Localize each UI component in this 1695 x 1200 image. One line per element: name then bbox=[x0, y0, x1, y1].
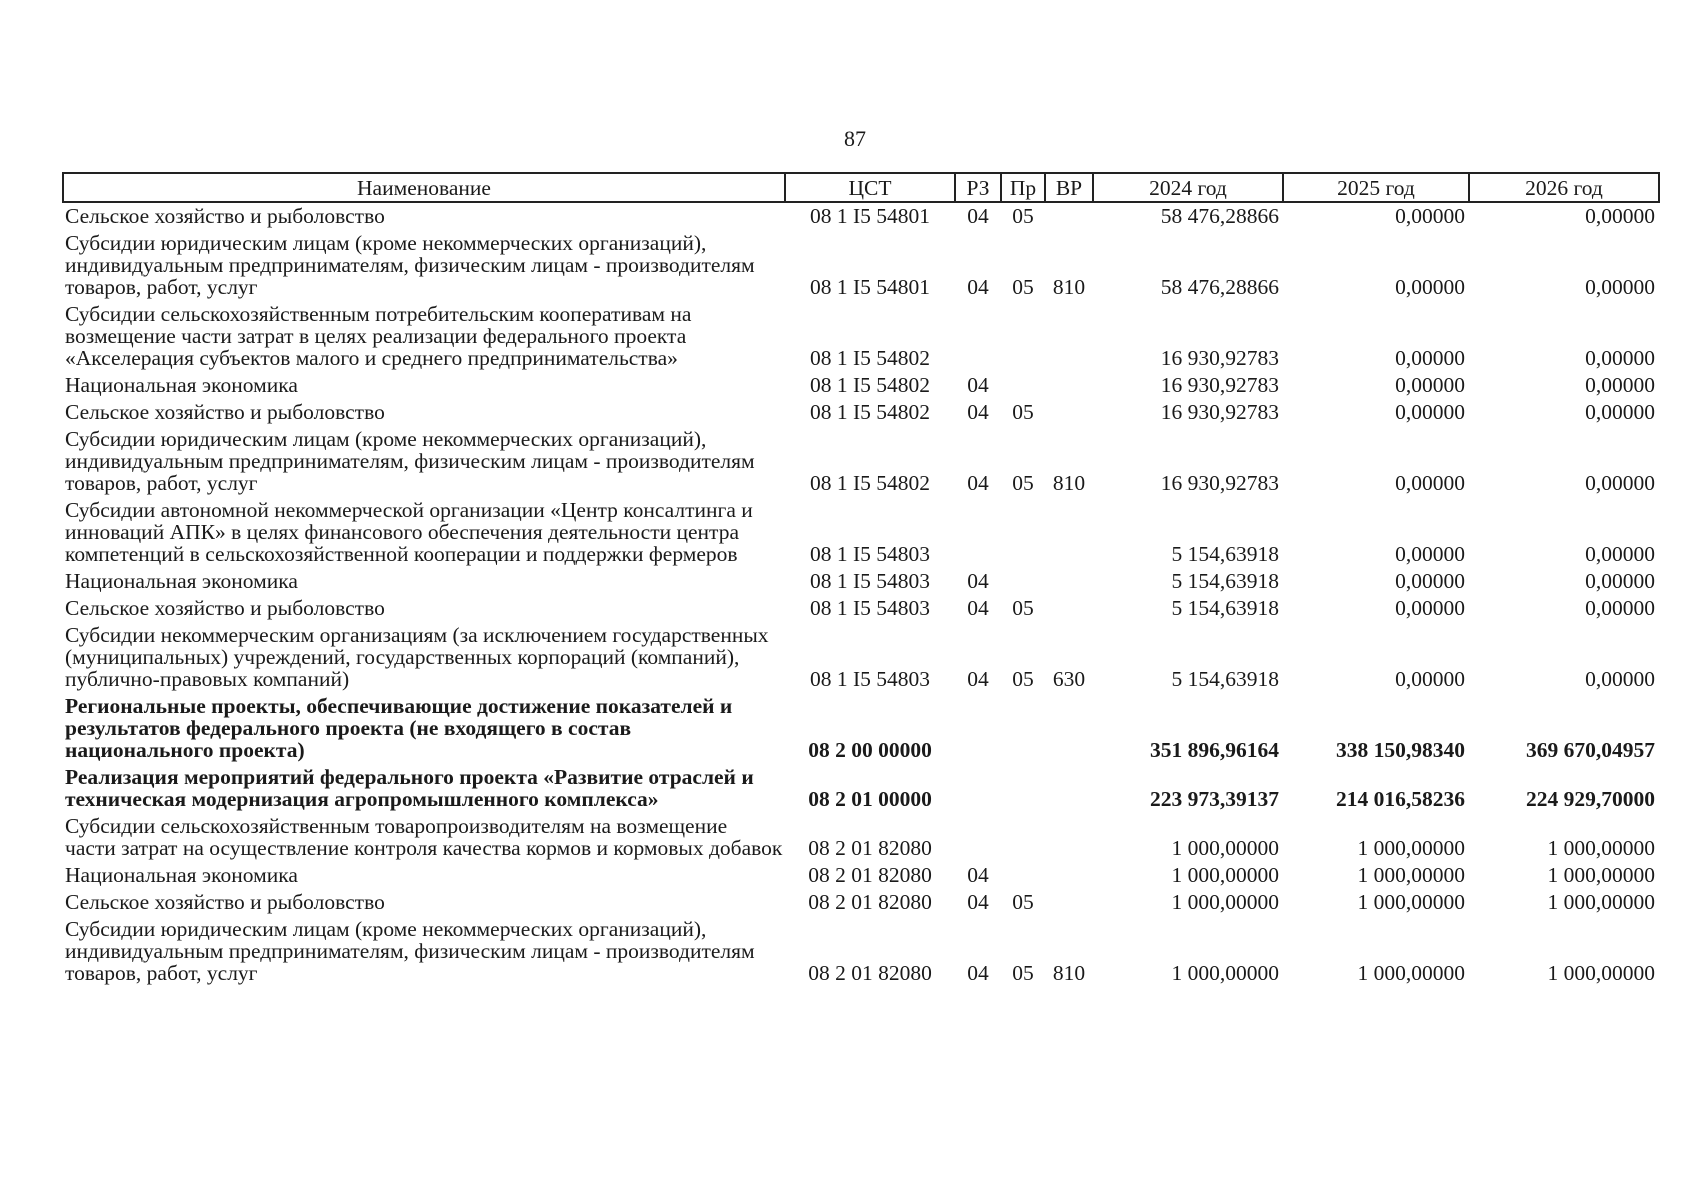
row-vr: 810 bbox=[1052, 275, 1086, 299]
row-vr bbox=[1045, 695, 1093, 766]
row-name: Субсидии юридическим лицам (кроме некоммерческих организаций), индивидуальным предпринимателям, физическим лицам - производителям товаров, работ, услуг bbox=[65, 917, 755, 985]
row-2024: 1 000,00000 bbox=[1171, 836, 1279, 860]
row-name: Субсидии автономной некоммерческой организации «Центр консалтинга и инноваций АПК» в целях финансового обеспечения деятельности центра компетенций в сельскохозяйственной кооперации и поддержки фермеров bbox=[65, 498, 753, 566]
row-2026: 1 000,00000 bbox=[1547, 961, 1655, 985]
row-2025: 1 000,00000 bbox=[1357, 836, 1465, 860]
row-name: Субсидии сельскохозяйственным потребительским кооперативам на возмещение части затрат в целях реализации федерального проекта «Акселерация субъектов малого и среднего предпринимательства» bbox=[65, 302, 692, 370]
row-2024: 5 154,63918 bbox=[1171, 596, 1279, 620]
row-rz: 04 bbox=[967, 863, 989, 887]
row-pr: 05 bbox=[1012, 667, 1034, 691]
table-row bbox=[63, 597, 1659, 624]
table-row bbox=[63, 695, 1659, 766]
row-vr bbox=[1045, 401, 1093, 428]
row-2026: 369 670,04957 bbox=[1526, 738, 1655, 762]
row-pr bbox=[1001, 864, 1045, 891]
row-2024: 16 930,92783 bbox=[1160, 400, 1279, 424]
row-cst: 08 1 I5 54802 bbox=[809, 400, 931, 424]
row-2025: 0,00000 bbox=[1395, 471, 1465, 495]
table-row bbox=[63, 232, 1659, 303]
row-2025: 1 000,00000 bbox=[1357, 863, 1465, 887]
header-2024: 2024 год bbox=[1093, 173, 1283, 202]
row-pr: 05 bbox=[1012, 204, 1034, 228]
row-2024: 1 000,00000 bbox=[1171, 890, 1279, 914]
row-vr bbox=[1045, 303, 1093, 374]
row-pr: 05 bbox=[1012, 961, 1034, 985]
row-vr: 630 bbox=[1052, 667, 1086, 691]
row-vr bbox=[1045, 374, 1093, 401]
row-rz bbox=[955, 303, 1001, 374]
row-2025: 0,00000 bbox=[1395, 346, 1465, 370]
row-2026: 0,00000 bbox=[1585, 346, 1655, 370]
row-vr bbox=[1045, 891, 1093, 918]
row-2026: 0,00000 bbox=[1585, 471, 1655, 495]
row-2026: 224 929,70000 bbox=[1526, 787, 1655, 811]
row-name: Региональные проекты, обеспечивающие достижение показателей и результатов федерального проекта (не входящего в состав национального проекта) bbox=[65, 694, 733, 762]
row-2024: 58 476,28866 bbox=[1160, 275, 1279, 299]
row-2025: 0,00000 bbox=[1395, 596, 1465, 620]
header-pr: Пр bbox=[1001, 173, 1045, 202]
row-rz: 04 bbox=[967, 569, 989, 593]
row-cst: 08 2 00 00000 bbox=[808, 738, 932, 762]
row-rz: 04 bbox=[967, 275, 989, 299]
row-2024: 5 154,63918 bbox=[1171, 542, 1279, 566]
row-pr: 05 bbox=[1012, 890, 1034, 914]
row-rz: 04 bbox=[967, 471, 989, 495]
row-cst: 08 2 01 82080 bbox=[808, 863, 932, 887]
page-number: 87 bbox=[844, 126, 866, 151]
row-cst: 08 1 I5 54803 bbox=[809, 667, 931, 691]
row-2025: 0,00000 bbox=[1395, 542, 1465, 566]
row-name: Субсидии некоммерческим организациям (за исключением государственных (муниципальных) учреждений, государственных корпораций (компаний), публично-правовых компаний) bbox=[65, 623, 769, 691]
row-rz: 04 bbox=[967, 373, 989, 397]
row-2026: 0,00000 bbox=[1585, 204, 1655, 228]
row-name: Сельское хозяйство и рыболовство bbox=[65, 596, 385, 620]
row-vr bbox=[1045, 864, 1093, 891]
row-rz: 04 bbox=[967, 667, 989, 691]
row-2026: 1 000,00000 bbox=[1547, 836, 1655, 860]
row-pr: 05 bbox=[1012, 275, 1034, 299]
row-2026: 1 000,00000 bbox=[1547, 863, 1655, 887]
row-name: Национальная экономика bbox=[65, 569, 298, 593]
row-rz bbox=[955, 766, 1001, 815]
row-2025: 0,00000 bbox=[1395, 373, 1465, 397]
row-2026: 0,00000 bbox=[1585, 275, 1655, 299]
row-2026: 0,00000 bbox=[1585, 596, 1655, 620]
row-name: Национальная экономика bbox=[65, 863, 298, 887]
row-2024: 16 930,92783 bbox=[1160, 373, 1279, 397]
row-2026: 0,00000 bbox=[1585, 373, 1655, 397]
row-cst: 08 1 I5 54803 bbox=[809, 542, 931, 566]
table-row bbox=[63, 815, 1659, 864]
row-2024: 5 154,63918 bbox=[1171, 569, 1279, 593]
row-rz bbox=[955, 815, 1001, 864]
table-row bbox=[63, 374, 1659, 401]
row-cst: 08 1 I5 54803 bbox=[809, 569, 931, 593]
row-pr: 05 bbox=[1012, 471, 1034, 495]
row-pr bbox=[1001, 766, 1045, 815]
row-2026: 0,00000 bbox=[1585, 569, 1655, 593]
row-name: Сельское хозяйство и рыболовство bbox=[65, 204, 385, 228]
row-vr bbox=[1045, 815, 1093, 864]
row-cst: 08 2 01 82080 bbox=[808, 961, 932, 985]
row-rz: 04 bbox=[967, 204, 989, 228]
row-2024: 1 000,00000 bbox=[1171, 863, 1279, 887]
row-cst: 08 1 I5 54801 bbox=[809, 275, 931, 299]
row-vr: 810 bbox=[1052, 961, 1086, 985]
row-vr: 810 bbox=[1052, 471, 1086, 495]
table-row bbox=[63, 864, 1659, 891]
row-2026: 0,00000 bbox=[1585, 542, 1655, 566]
row-2025: 0,00000 bbox=[1395, 667, 1465, 691]
header-vr: ВР bbox=[1045, 173, 1093, 202]
row-cst: 08 2 01 82080 bbox=[808, 836, 932, 860]
row-vr bbox=[1045, 597, 1093, 624]
row-rz bbox=[955, 499, 1001, 570]
table-row bbox=[63, 624, 1659, 695]
table-row bbox=[63, 303, 1659, 374]
row-2025: 0,00000 bbox=[1395, 275, 1465, 299]
table-row bbox=[63, 428, 1659, 499]
row-2026: 0,00000 bbox=[1585, 400, 1655, 424]
row-vr bbox=[1045, 202, 1093, 232]
header-2025: 2025 год bbox=[1283, 173, 1469, 202]
row-pr bbox=[1001, 374, 1045, 401]
row-pr bbox=[1001, 570, 1045, 597]
table-header-row bbox=[63, 173, 1659, 202]
row-2025: 338 150,98340 bbox=[1336, 738, 1465, 762]
row-2024: 5 154,63918 bbox=[1171, 667, 1279, 691]
header-name: Наименование bbox=[63, 173, 785, 202]
row-cst: 08 1 I5 54801 bbox=[809, 204, 931, 228]
row-cst: 08 2 01 00000 bbox=[808, 787, 932, 811]
row-2025: 1 000,00000 bbox=[1357, 961, 1465, 985]
row-2024: 16 930,92783 bbox=[1160, 346, 1279, 370]
table-row bbox=[63, 401, 1659, 428]
row-2026: 0,00000 bbox=[1585, 667, 1655, 691]
table-row bbox=[63, 766, 1659, 815]
row-rz: 04 bbox=[967, 961, 989, 985]
row-vr bbox=[1045, 499, 1093, 570]
row-vr bbox=[1045, 570, 1093, 597]
row-vr bbox=[1045, 766, 1093, 815]
row-rz: 04 bbox=[967, 596, 989, 620]
table-row bbox=[63, 570, 1659, 597]
row-2025: 1 000,00000 bbox=[1357, 890, 1465, 914]
row-rz: 04 bbox=[967, 890, 989, 914]
row-2025: 214 016,58236 bbox=[1336, 787, 1465, 811]
row-2024: 58 476,28866 bbox=[1160, 204, 1279, 228]
table-row bbox=[63, 499, 1659, 570]
header-2026: 2026 год bbox=[1469, 173, 1659, 202]
row-2024: 351 896,96164 bbox=[1150, 738, 1279, 762]
row-2024: 223 973,39137 bbox=[1150, 787, 1279, 811]
row-2025: 0,00000 bbox=[1395, 204, 1465, 228]
row-name: Сельское хозяйство и рыболовство bbox=[65, 890, 385, 914]
row-name: Сельское хозяйство и рыболовство bbox=[65, 400, 385, 424]
row-2025: 0,00000 bbox=[1395, 569, 1465, 593]
row-name: Субсидии юридическим лицам (кроме некоммерческих организаций), индивидуальным предпринимателям, физическим лицам - производителям товаров, работ, услуг bbox=[65, 231, 755, 299]
row-name: Субсидии сельскохозяйственным товаропроизводителям на возмещение части затрат на осуществление контроля качества кормов и кормовых добавок bbox=[65, 814, 783, 860]
row-rz bbox=[955, 695, 1001, 766]
row-cst: 08 2 01 82080 bbox=[808, 890, 932, 914]
row-name: Национальная экономика bbox=[65, 373, 298, 397]
table-row bbox=[63, 891, 1659, 918]
table-body bbox=[63, 202, 1659, 989]
header-rz: РЗ bbox=[955, 173, 1001, 202]
row-cst: 08 1 I5 54802 bbox=[809, 373, 931, 397]
row-pr bbox=[1001, 815, 1045, 864]
row-rz: 04 bbox=[967, 400, 989, 424]
row-cst: 08 1 I5 54803 bbox=[809, 596, 931, 620]
row-cst: 08 1 I5 54802 bbox=[809, 471, 931, 495]
row-pr bbox=[1001, 303, 1045, 374]
table-row bbox=[63, 918, 1659, 989]
header-cst: ЦСТ bbox=[785, 173, 955, 202]
table-row bbox=[63, 202, 1659, 232]
row-2024: 16 930,92783 bbox=[1160, 471, 1279, 495]
row-name: Субсидии юридическим лицам (кроме некоммерческих организаций), индивидуальным предпринимателям, физическим лицам - производителям товаров, работ, услуг bbox=[65, 427, 755, 495]
budget-table bbox=[62, 172, 1660, 989]
row-pr bbox=[1001, 499, 1045, 570]
row-2024: 1 000,00000 bbox=[1171, 961, 1279, 985]
row-pr: 05 bbox=[1012, 400, 1034, 424]
row-2025: 0,00000 bbox=[1395, 400, 1465, 424]
row-cst: 08 1 I5 54802 bbox=[809, 346, 931, 370]
row-pr bbox=[1001, 695, 1045, 766]
row-pr: 05 bbox=[1012, 596, 1034, 620]
row-2026: 1 000,00000 bbox=[1547, 890, 1655, 914]
row-name: Реализация мероприятий федерального проекта «Развитие отраслей и техническая модернизация агропромышленного комплекса» bbox=[65, 765, 754, 811]
